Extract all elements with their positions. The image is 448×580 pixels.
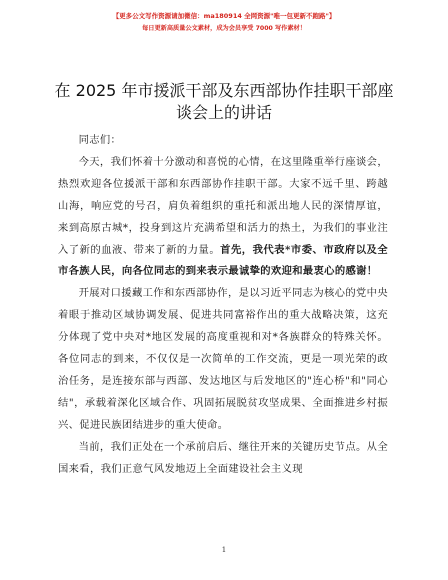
promo-banner-line-1: 【更多公文写作资源请加微信：ma180914 全网资源"唯一包更新不跑路"】 [112,12,336,20]
promo-banner-line-2: 每日更新高质量公文素材，成为会员享受 7000 写作素材！ [142,25,306,32]
paragraph-1-bold-text: 首先，我代表*市委、市政府以及全市各族人民，向各位同志的到来表示最诚挚的欢迎和最衷心的感谢！ [58,243,389,278]
paragraph-3: 当前，我们正处在一个承前启后、继往开来的关键历史节点。从全国来看，我们正意气风发地迈上全面建设社会主义现 [58,440,388,475]
document-body [58,130,388,481]
paragraph-1-text: 今天，我们怀着十分激动和喜悦的心情，在这里隆重举行座谈会，热烈欢迎各位援派干部和东西部协作挂职干部。大家不远千里、跨越山海，响应党的号召，肩负着组织的重托和派出地人民的深情厚谊，来到高原古城*，投身到这片充满希望和活力的热土，为我们的事业注入了新的血液、带来了新的力量。 [58,155,388,256]
salutation: 同志们： [78,134,122,146]
document-title: 在 2025 年市援派干部及东西部协作挂职干部座谈会上的讲话 [54,81,394,122]
page-number: 1 [221,546,227,554]
paragraph-1 [58,152,388,283]
paragraph-2: 开展对口援藏工作和东西部协作，是以习近平同志为核心的党中央着眼于推动区域协调发展、促进共同富裕作出的重大战略决策，这充分体现了党中央对*地区发展的高度重视和对*各族群众的特殊关怀。各位同志的到来，不仅仅是一次简单的工作交流，更是一项光荣的政治任务，是连接东部与西部、发达地区与后发地区的"连心桥"和"同心结"，承载着深化区域合作、巩固拓展脱贫攻坚成果、全面推进乡村振兴、促进民族团结进步的重大使命。 [58,287,388,431]
promo-banner [0,10,448,35]
